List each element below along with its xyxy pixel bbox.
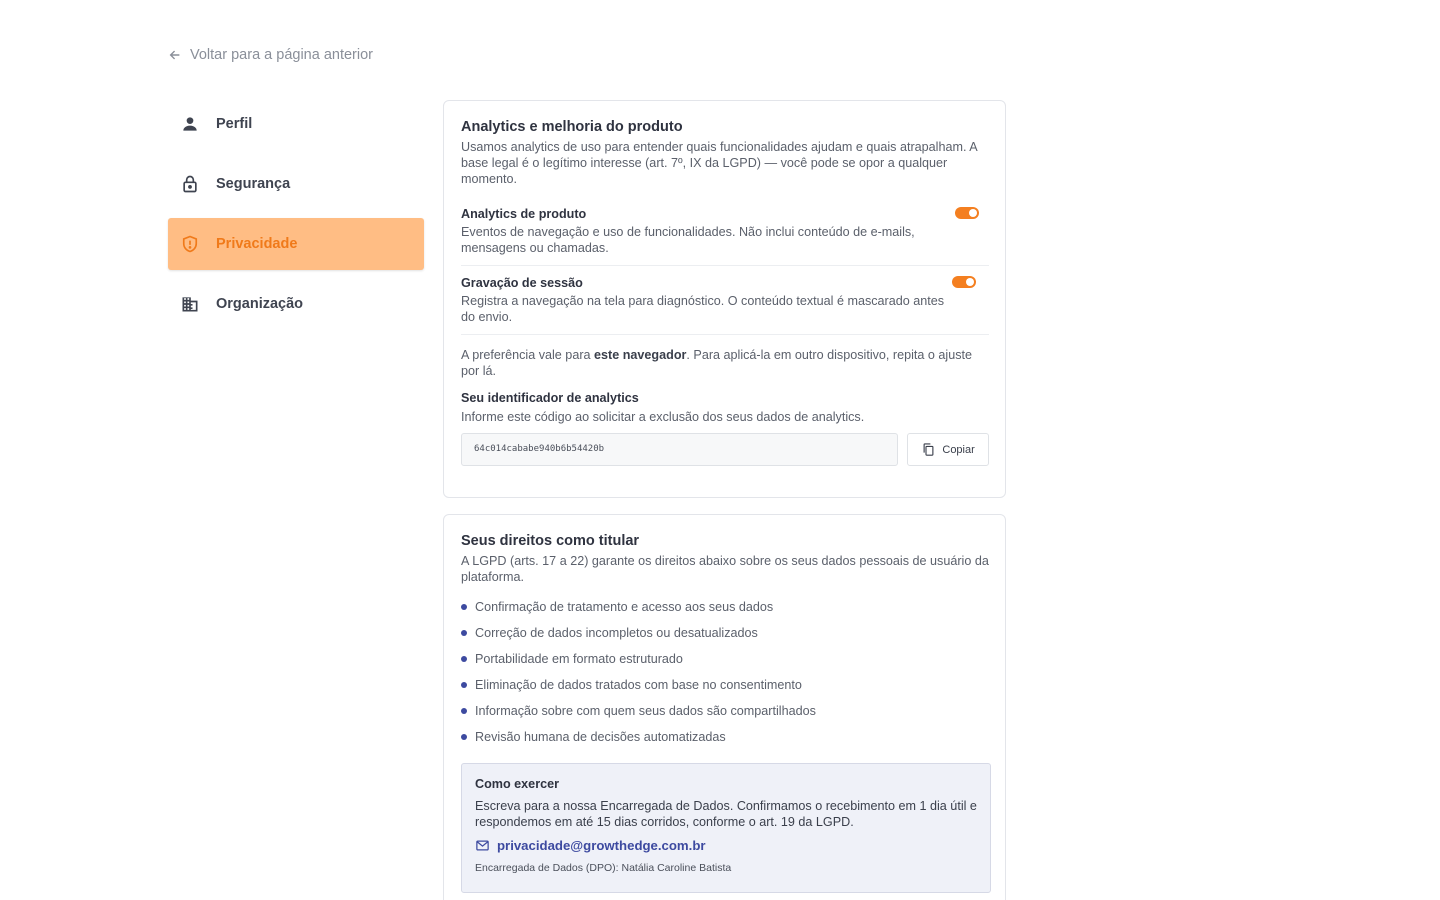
list-item: Revisão humana de decisões automatizadas [461,729,989,755]
analytics-card [443,100,1006,498]
toggle-knob [966,278,974,286]
back-link[interactable] [168,47,373,63]
sidebar-item-label: Privacidade [216,236,298,252]
analytics-id-field[interactable]: 64c014cababe940b6b54420b [461,433,898,466]
list-item: Confirmação de tratamento e acesso aos seus dados [461,599,989,625]
exercise-title: Como exercer [475,777,559,791]
toggle-title: Analytics de produto [461,207,587,221]
sidebar-item-privacidade[interactable] [168,218,424,270]
preference-note-bold: este navegador [594,348,687,362]
building-icon [180,294,200,314]
analytics-id-description: Informe este código ao solicitar a exclusão dos seus dados de analytics. [461,410,865,424]
analytics-id-row [461,433,989,466]
sidebar-item-label: Organização [216,296,304,312]
rights-card [443,514,1006,900]
analytics-title: Analytics e melhoria do produto [461,119,683,135]
list-item: Portabilidade em formato estruturado [461,651,989,677]
rights-list [461,599,989,755]
sidebar-item-perfil[interactable] [168,98,424,150]
sidebar-item-label: Segurança [216,176,291,192]
settings-sidebar [168,98,424,338]
toggle-description: Registra a navegação na tela para diagnóstico. O conteúdo textual é mascarado antes do envio. [461,294,945,324]
mail-icon [475,838,490,853]
toggle-title: Gravação de sessão [461,276,583,290]
toggle-knob [969,209,977,217]
list-item: Informação sobre com quem seus dados são compartilhados [461,703,989,729]
toggle-description: Eventos de navegação e uso de funcionalidades. Não inclui conteúdo de e-mails, mensagens ou chamadas. [461,225,915,255]
dpo-email-link[interactable] [475,838,977,853]
person-icon [180,114,200,134]
list-item: Eliminação de dados tratados com base no consentimento [461,677,989,703]
lock-icon [180,174,200,194]
exercise-description: Escreva para a nossa Encarregada de Dados. Confirmamos o recebimento em 1 dia útil e respondemos em até 15 dias corridos, conforme o art. 19 da LGPD. [475,799,977,829]
dpo-name: Encarregada de Dados (DPO): Natália Caroline Batista [475,862,732,874]
gravacao-sessao-toggle[interactable] [952,276,976,288]
toggle-row-analytics-produto [461,197,989,266]
exercise-box [461,763,991,893]
list-item: Correção de dados incompletos ou desatualizados [461,625,989,651]
rights-title: Seus direitos como titular [461,533,640,549]
rights-description: A LGPD (arts. 17 a 22) garante os direitos abaixo sobre os seus dados pessoais de usuário da plataforma. [461,554,989,584]
dpo-email-label: privacidade@growthedge.com.br [497,838,706,853]
toggle-row-gravacao-sessao [461,266,989,335]
analytics-description: Usamos analytics de uso para entender quais funcionalidades ajudam e quais atrapalham. A base legal é o legítimo interesse (art. 7º, IX da LGPD) — você pode se opor a qualquer momento. [461,140,977,186]
arrow-left-icon [168,48,182,62]
preference-note: A preferência vale para este navegador. Para aplicá-la em outro dispositivo, repita o ajuste por lá. [461,348,973,378]
analytics-produto-toggle[interactable] [955,207,979,219]
analytics-id-title: Seu identificador de analytics [461,391,639,405]
copy-icon [921,442,936,457]
sidebar-item-seguranca[interactable] [168,158,424,210]
copy-button-label: Copiar [942,443,975,456]
back-link-label: Voltar para a página anterior [190,47,373,63]
sidebar-item-label: Perfil [216,116,253,132]
shield-icon [180,234,200,254]
sidebar-item-organizacao[interactable] [168,278,424,330]
copy-button[interactable] [907,433,989,466]
